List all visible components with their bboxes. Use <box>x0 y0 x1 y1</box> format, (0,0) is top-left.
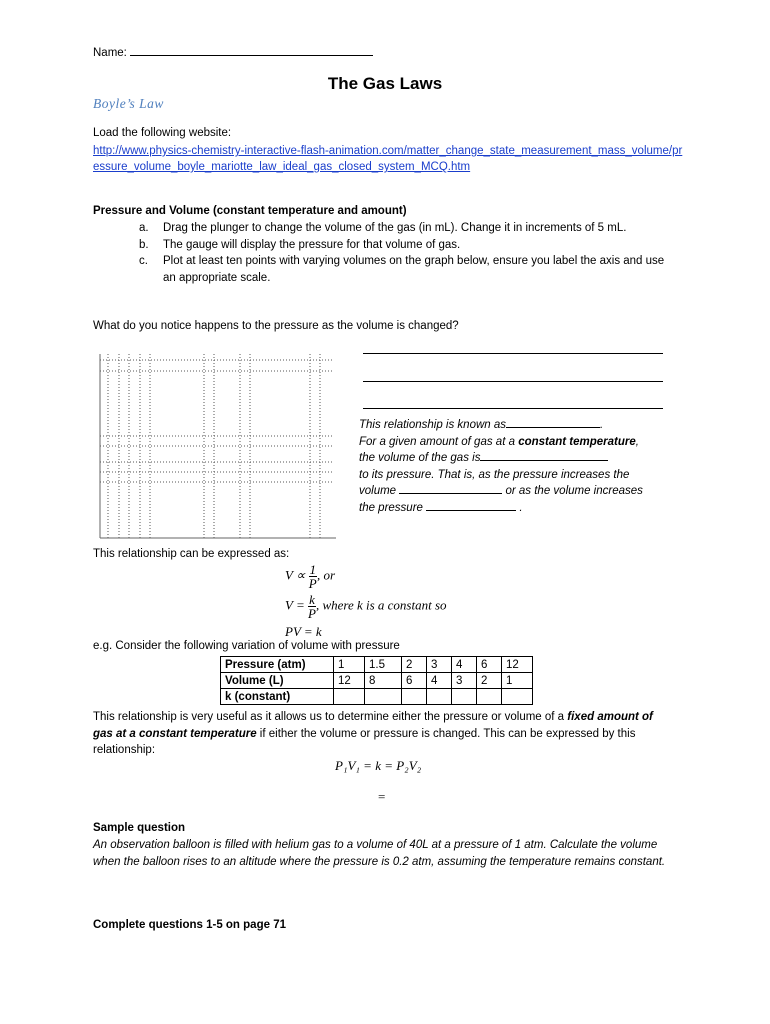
table-cell: 1.5 <box>365 657 402 673</box>
expression-intro: This relationship can be expressed as: <box>93 548 290 560</box>
step-b: b. The gauge will display the pressure for that volume of gas. <box>139 238 461 251</box>
known-as-line: This relationship is known as . <box>359 419 604 431</box>
website-link[interactable]: http://www.physics-chemistry-interactive-flash-animation.com/matter_change_state_measurement_mass_volume/pressure_volume_boyle_mariotte_law_ideal_gas_closed_system_MCQ.htm <box>93 145 683 173</box>
volume-line: volume or as the volume increases <box>359 485 643 497</box>
sample-question: An observation balloon is filled with helium gas to a volume of 40L at a pressure of 1 atm. Calculate the volume when the balloon rises to an altitude where the pressure is 0.2 atm, assuming the temperature remains constant. <box>93 839 666 868</box>
table-row <box>221 657 533 673</box>
useful-paragraph: This relationship is very useful as it allows us to determine either the pressure or volume of a fixed amount of gas at a constant temperature if either the volume or pressure is changed. This can be expressed by this relationship: <box>93 711 653 756</box>
page-title: The Gas Laws <box>327 74 443 93</box>
name-field[interactable] <box>93 45 373 59</box>
equals-sign: = <box>378 789 386 804</box>
load-instruction: Load the following website: <box>93 127 232 139</box>
example-intro: e.g. Consider the following variation of volume with pressure <box>93 640 400 652</box>
name-label: Name: <box>93 47 131 59</box>
k-cell[interactable] <box>452 689 477 705</box>
answer-line-2[interactable] <box>363 371 663 382</box>
boyle-equation: P₁V₁ = k = P₂V₂ <box>335 758 422 773</box>
equation-constant: V = $\frac{k}{P}$ , where k is a constant so <box>285 592 447 621</box>
table-row <box>221 689 533 705</box>
table-cell: 4 <box>427 673 452 689</box>
table-cell: 6 <box>477 657 502 673</box>
k-cell[interactable] <box>502 689 533 705</box>
table-cell: 1 <box>502 673 533 689</box>
table-cell: 4 <box>452 657 477 673</box>
sample-heading: Sample question <box>93 822 186 834</box>
complete-questions: Complete questions 1-5 on page 71 <box>93 919 286 931</box>
step-c: c. Plot at least ten points with varying volumes on the graph below, ensure you label the axis and use an appropriate scale. <box>139 255 665 284</box>
volume-blank[interactable] <box>399 483 502 494</box>
equation-proportional: V ∝ $\frac{1}{P}$ , or <box>285 562 336 591</box>
equation-pv-k: PV = k <box>285 624 322 639</box>
question-text: What do you notice happens to the pressure as the volume is changed? <box>93 320 459 332</box>
section-heading: Pressure and Volume (constant temperature and amount) <box>93 205 407 217</box>
name-blank[interactable] <box>130 45 373 56</box>
answer-line-3[interactable] <box>363 398 663 409</box>
pressure-blank[interactable] <box>426 500 516 511</box>
k-cell[interactable] <box>402 689 427 705</box>
table-row <box>221 673 533 689</box>
table-cell: 3 <box>427 657 452 673</box>
row-label: Volume (L) <box>221 673 334 689</box>
k-cell[interactable] <box>334 689 365 705</box>
table-cell: 2 <box>477 673 502 689</box>
table-cell: 3 <box>452 673 477 689</box>
row-label: Pressure (atm) <box>221 657 334 673</box>
k-cell[interactable] <box>427 689 452 705</box>
pressure-line: the pressure . <box>359 501 523 514</box>
proportion-blank[interactable] <box>480 450 608 461</box>
relationship-paragraph <box>359 417 679 516</box>
k-cell[interactable] <box>477 689 502 705</box>
blank-graph-grid[interactable] <box>92 352 342 542</box>
k-cell[interactable] <box>365 689 402 705</box>
table-cell: 12 <box>334 673 365 689</box>
known-as-blank[interactable] <box>506 417 600 428</box>
section-subtitle: Boyle’s Law <box>93 96 164 111</box>
steps-list <box>93 220 673 286</box>
constant-temp-line: For a given amount of gas at a constant temperature, <box>359 435 639 448</box>
table-cell: 1 <box>334 657 365 673</box>
table-cell: 6 <box>402 673 427 689</box>
pressure-increase-line: to its pressure. That is, as the pressure increases the <box>359 468 630 481</box>
row-label: k (constant) <box>221 689 334 705</box>
table-cell: 8 <box>365 673 402 689</box>
table-cell: 12 <box>502 657 533 673</box>
volume-gas-line: the volume of the gas is <box>359 450 679 467</box>
table-cell: 2 <box>402 657 427 673</box>
pressure-volume-table <box>220 656 533 705</box>
step-a: a. Drag the plunger to change the volume of the gas (in mL). Change it in increments of 5 mL. <box>139 222 627 234</box>
answer-line-1[interactable] <box>363 343 663 354</box>
